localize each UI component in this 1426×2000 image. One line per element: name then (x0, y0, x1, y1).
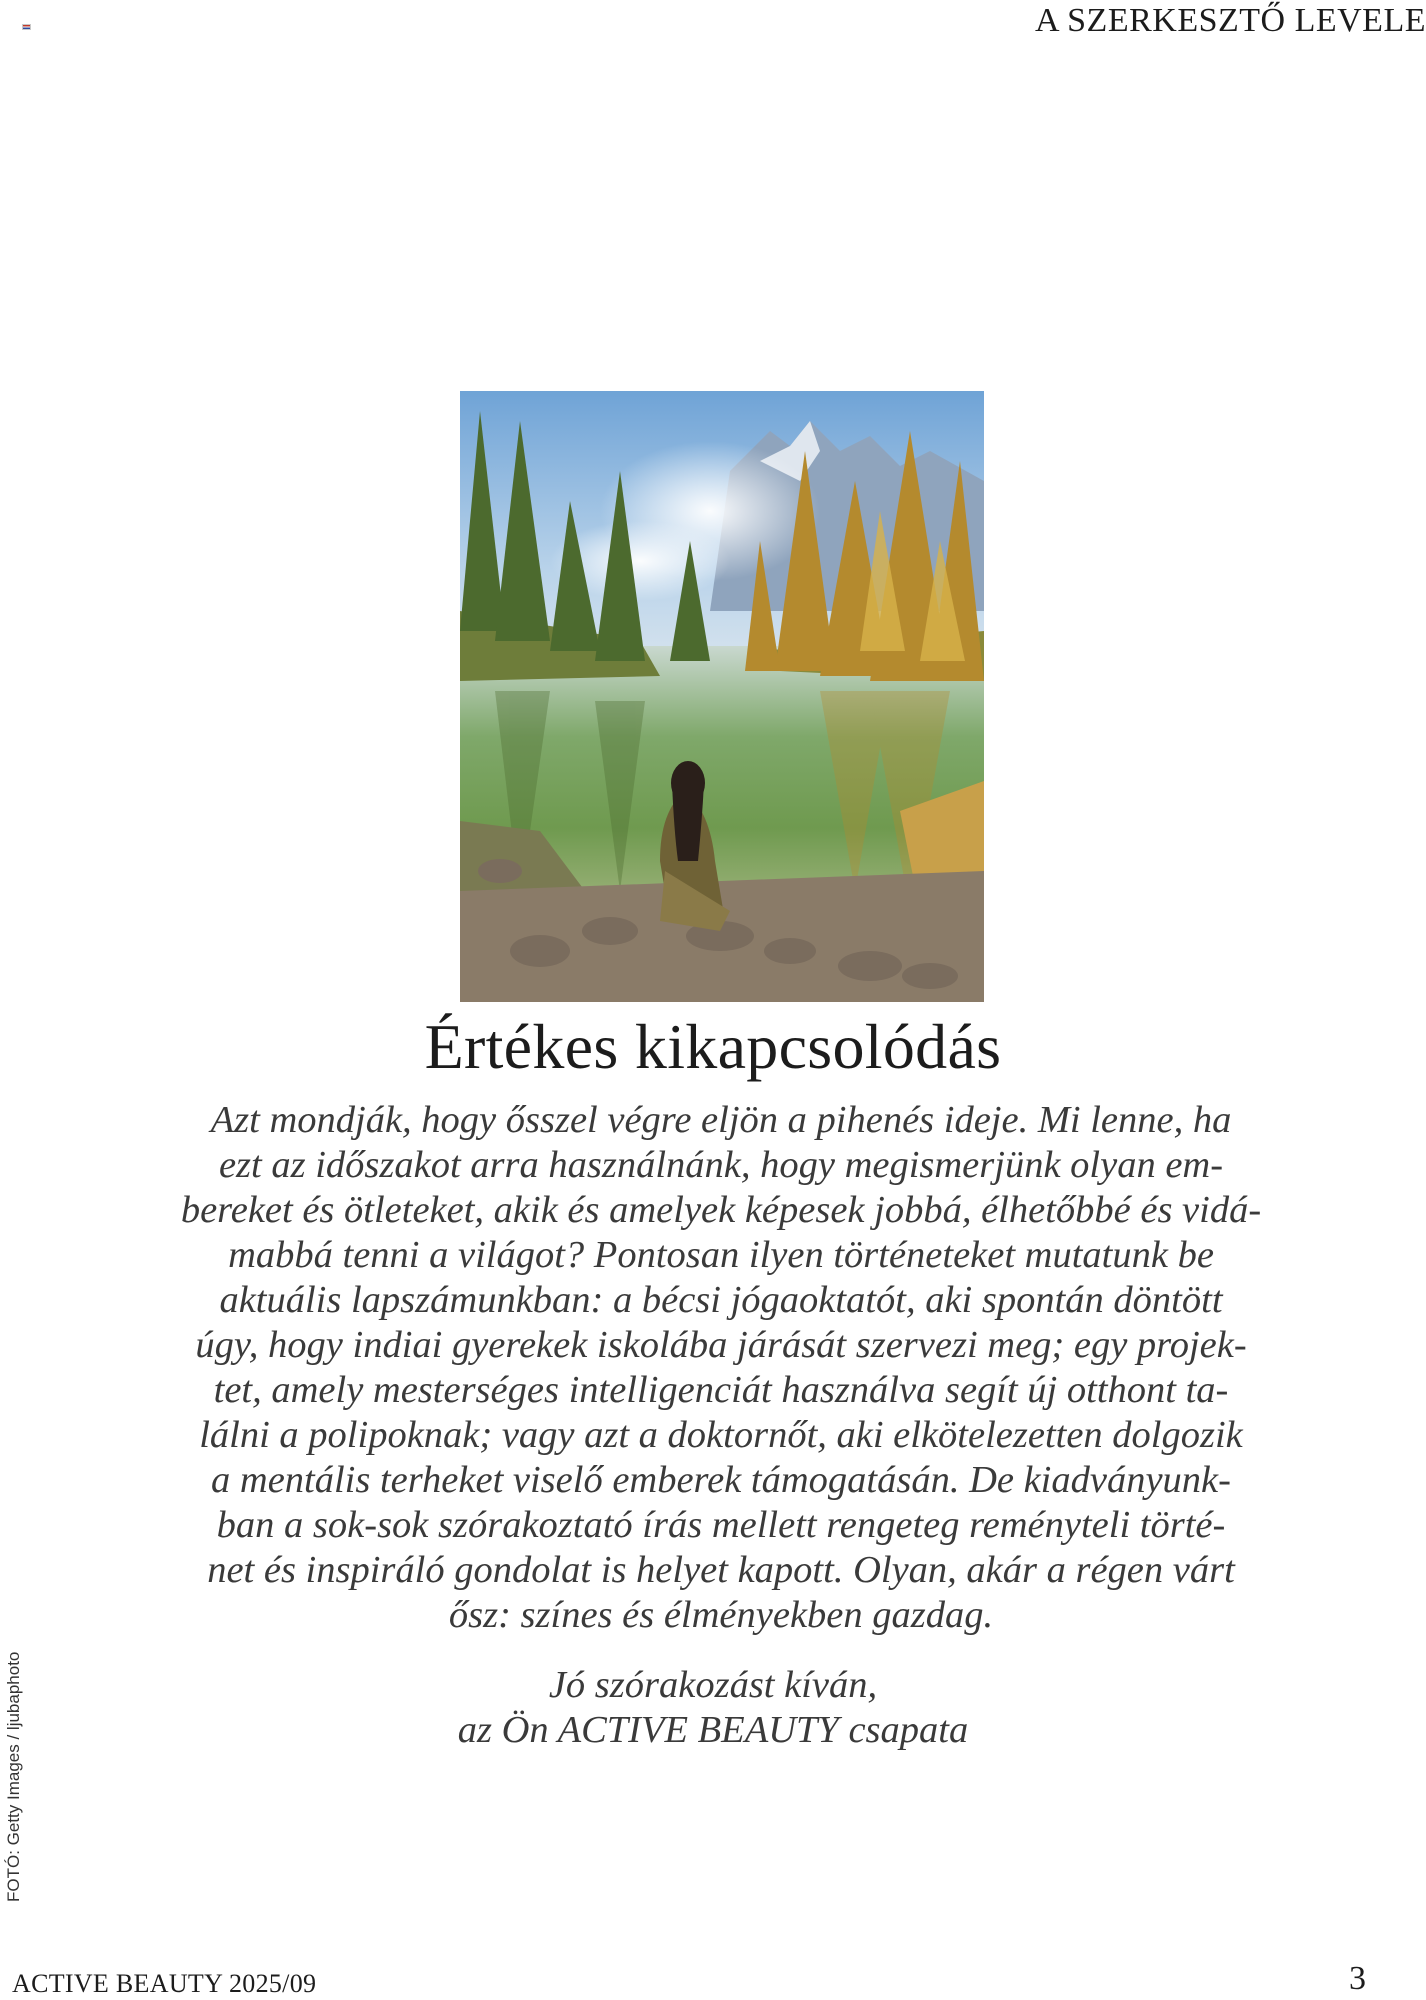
body-line: bereket és ötleteket, akik és amelyek képesek jobbá, élhetőbbé és vidá- (180, 1189, 1262, 1231)
footer-publication: ACTIVE BEAUTY 2025/09 (12, 1969, 317, 1998)
body-line: Azt mondják, hogy ősszel végre eljön a pihenés ideje. Mi lenne, ha (210, 1099, 1232, 1141)
signoff-team: az Ön ACTIVE BEAUTY csapata (457, 1709, 969, 1751)
signoff (0, 1663, 1426, 1753)
body-line: net és inspiráló gondolat is helyet kapott. Olyan, akár a régen várt (207, 1549, 1235, 1591)
section-header: A SZERKESZTŐ LEVELE (1034, 2, 1426, 39)
body-line: ősz: színes és élményekben gazdag. (448, 1594, 994, 1636)
body-line: aktuális lapszámunkban: a bécsi jógaoktatót, aki spontán döntött (219, 1279, 1223, 1321)
photo-illustration (460, 391, 984, 1002)
flag-icon (22, 24, 31, 30)
body-line: ban a sok-sok szórakoztató írás mellett rengeteg reményteli törté- (216, 1504, 1226, 1546)
body-line: úgy, hogy indiai gyerekek iskolába járását szervezi meg; egy projek- (195, 1324, 1247, 1366)
body-line: lálni a polipoknak; vagy azt a doktornőt, aki elkötelezetten dolgozik (199, 1414, 1243, 1456)
article-body (150, 1098, 1292, 1638)
photo-credit: FOTÓ: Getty Images / ljubaphoto (4, 1651, 23, 1902)
signoff-greeting: Jó szórakozást kíván, (548, 1664, 878, 1706)
article-title: Értékes kikapcsolódás (424, 1011, 1002, 1082)
body-line: ezt az időszakot arra használnánk, hogy megismerjünk olyan em- (218, 1144, 1224, 1186)
lake-forest-photo (460, 391, 984, 1002)
body-line: a mentális terheket viselő emberek támogatásán. De kiadványunk- (211, 1459, 1231, 1501)
body-line: mabbá tenni a világot? Pontosan ilyen történeteket mutatunk be (228, 1234, 1214, 1276)
body-line: tet, amely mesterséges intelligenciát használva segít új otthont ta- (213, 1369, 1229, 1411)
page-number: 3 (1349, 1960, 1366, 1997)
